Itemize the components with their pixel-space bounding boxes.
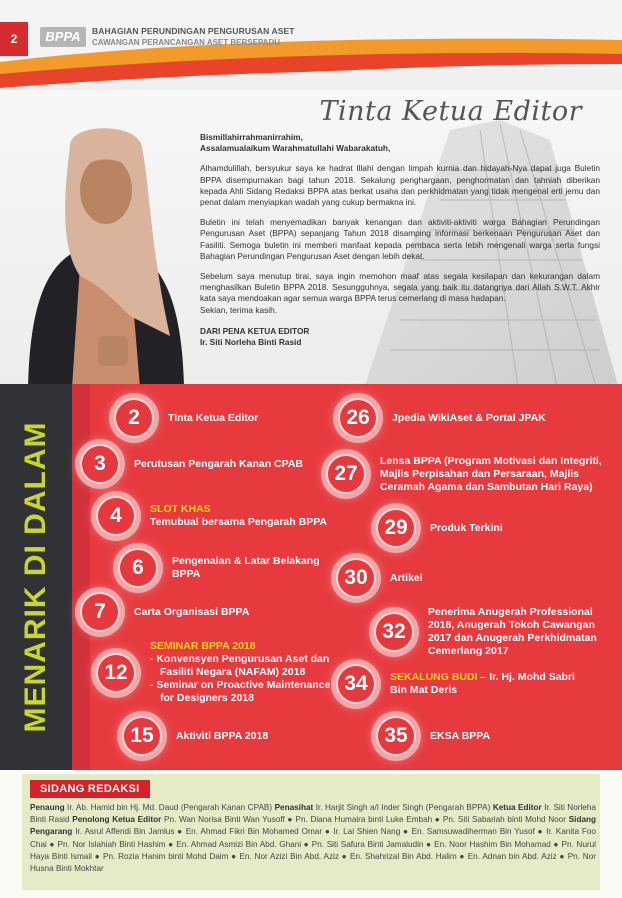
editorial-section xyxy=(0,90,622,390)
toc-item[interactable] xyxy=(376,508,503,548)
branch-name: CAWANGAN PERANCANGAN ASET BERSEPADU xyxy=(92,38,281,47)
toc-item[interactable] xyxy=(80,592,249,632)
toc-title-line xyxy=(390,671,575,683)
toc-item[interactable] xyxy=(114,398,258,438)
page-badge: 7 xyxy=(80,592,120,632)
page-badge: 35 xyxy=(376,716,416,756)
page-badge: 26 xyxy=(338,398,378,438)
toc-item[interactable] xyxy=(326,454,610,494)
role-label: Sidang Pengarang xyxy=(30,815,596,837)
role-label: Penasihat xyxy=(274,803,314,812)
toc-subitem: - Konvensyen Pengurusan Aset dan Fasiliti Negara (NAFAM) 2018 xyxy=(150,653,330,678)
greeting-line-1: Bismillahirrahmanirrahim, xyxy=(200,132,303,142)
greeting-line-2: Assalamualaikum Warahmatullahi Wabarakatuh, xyxy=(200,143,391,154)
sidebar-stripe xyxy=(72,384,90,770)
contents-heading: MENARIK DI DALAM xyxy=(19,421,52,733)
toc-title: Lensa BPPA (Program Motivasi dan Integriti, Majlis Perpisahan dan Persaraan, Majlis Ceramah Agama dan Sambutan Hari Raya) xyxy=(380,454,602,493)
toc-subtitle: Bin Mat Deris xyxy=(390,684,458,696)
page-badge: 2 xyxy=(114,398,154,438)
page-badge: 3 xyxy=(80,444,120,484)
page-badge: 32 xyxy=(374,612,414,652)
editorial-title: Tinta Ketua Editor xyxy=(319,96,582,127)
page-badge: 27 xyxy=(326,454,366,494)
toc-item[interactable] xyxy=(96,496,327,536)
editorial-letter xyxy=(200,132,600,348)
toc-title: Jpedia WikiAset & Portal JPAK xyxy=(392,411,546,424)
letter-paragraph: Buletin ini telah menyemadikan banyak kenangan dan aktiviti-aktiviti warga Bahagian Perundingan Pengurusan Aset (BPPA) sepanjang Tahun 2018 disamping informasi berkenaan Pengurusan Aset dan Fasiliti. Semoga buletin ini memberi manfaat kepada pembaca serta lebih mengenali warga serta fungsi Bahagian Perundingan Pengurusan Aset dengan lebih dekat. xyxy=(200,217,600,261)
letter-closing: Sekian, terima kasih. xyxy=(200,304,278,315)
page-badge: 6 xyxy=(118,548,158,588)
toc-title: EKSA BPPA xyxy=(430,729,491,742)
page-badge: 15 xyxy=(122,716,162,756)
member-names: Ir. Siti Norleha Binti Rasid xyxy=(30,803,596,825)
member-names: Ir. Asrul Affendi Bin Jamlus ● En. Ahmad Fikri Bin Mohamed Omar ● Ir. Lai Shien Nang ● En. Samsuwadiherman Bin Yusof ● Ir. Kanita Foo Chai ● Pn. Nor Islahiah Binti Hashim ● En. Ahmad Asmizi Bin Abd. Ghani ● Pn. Siti Safura Binti Jamaludin ● En. Noor Hashim Bin Mohamad ● Pn. Nurul Haya Binti Ismail ● Pn. Rozia Hanim binti Mohd Daim ● En. Nor Azizi Bin Abd. Aziz ● En. Shahrizal Bin Abd. Halim ● En. Adnan bin Abd. Aziz ● Pn. Nor Husna Binti Mokhtar xyxy=(30,827,596,874)
page-badge: 4 xyxy=(96,496,136,536)
page-badge: 30 xyxy=(336,558,376,598)
toc-item[interactable] xyxy=(96,640,340,705)
board-members xyxy=(30,802,596,875)
role-label: Ketua Editor xyxy=(492,803,542,812)
toc-accent-label: SLOT KHAS xyxy=(150,503,211,515)
letter-paragraph: Sebelum saya menutup tirai, saya ingin memohon maaf atas segala kesilapan dan kekurangan dalam menghasilkan Buletin BPPA 2018. Sesungguhnya, segala yang baik itu datangnya dari Allah S.W.T. Akhir kata saya mendoakan agar semua warga BPPA terus cemerlang di masa hadapan. xyxy=(200,271,600,304)
toc-title: Carta Organisasi BPPA xyxy=(134,605,250,618)
toc-item[interactable] xyxy=(122,716,268,756)
bppa-logo: BPPA xyxy=(40,27,86,47)
toc-title: Tinta Ketua Editor xyxy=(168,411,259,424)
toc-item[interactable] xyxy=(374,606,603,658)
signature-name: Ir. Siti Norleha Binti Rasid xyxy=(200,337,302,348)
table-of-contents xyxy=(0,384,622,770)
toc-title xyxy=(150,640,340,705)
toc-subtitle: – Ir. Hj. Mohd Sabri xyxy=(477,671,575,683)
page-number: 2 xyxy=(0,22,28,56)
page-badge: 12 xyxy=(96,653,136,693)
member-names: Ir. Harjit Singh a/l Inder Singh (Pengarah BPPA) xyxy=(313,803,493,812)
signature-title: DARI PENA KETUA EDITOR xyxy=(200,325,310,336)
toc-title xyxy=(390,671,575,697)
toc-title xyxy=(150,503,327,529)
toc-subtitle: Temubual bersama Pengarah BPPA xyxy=(150,516,327,528)
editor-portrait xyxy=(20,126,190,388)
page-badge: 29 xyxy=(376,508,416,548)
toc-title: Pengenalan & Latar Belakang BPPA xyxy=(172,555,320,580)
letter-paragraph: Alhamdulillah, bersyukur saya ke hadrat Illahi dengan limpah kurnia dan hidayah-Nya dapat juga Buletin BPPA disempurnakan bagi tahun 2018. Sekalung penghargaan, penghormatan dan tahniah diberikan kepada Ahli Sidang Redaksi BPPA atas berkat usaha dan perkhidmatan yang tidak mengenal erti jemu dan penat dalam menyiapkan wadah yang cukup bermakna ini. xyxy=(200,163,600,208)
toc-title: Perutusan Pengarah Kanan CPAB xyxy=(134,457,304,470)
toc-title: Produk Terkini xyxy=(430,521,503,534)
toc-title: Penerima Anugerah Professional 2018, Anugerah Tokoh Cawangan 2017 dan Anugerah Perkhidmatan Cemerlang 2017 xyxy=(428,606,597,657)
role-label: Penolong Ketua Editor xyxy=(72,815,162,825)
toc-accent-label: SEMINAR BPPA 2018 xyxy=(150,640,256,652)
toc-subitem: - Seminar on Proactive Maintenance for Designers 2018 xyxy=(150,679,331,704)
editorial-board xyxy=(0,770,622,898)
member-names: Pn. Wan Norisa Binti Wan Yusoff ● Pn. Diana Humaira binti Luke Embah ● Pn. Siti Sabariah binti Mohd Noor xyxy=(161,815,569,825)
toc-item[interactable] xyxy=(338,398,546,438)
toc-item[interactable] xyxy=(118,548,322,588)
role-label: Penaung xyxy=(30,803,65,812)
toc-title: Aktiviti BPPA 2018 xyxy=(176,729,269,742)
toc-item[interactable] xyxy=(376,716,490,756)
toc-item[interactable] xyxy=(336,558,423,598)
toc-title: Artikel xyxy=(390,571,423,584)
page-badge: 34 xyxy=(336,664,376,704)
toc-item[interactable] xyxy=(80,444,303,484)
member-names: Ir. Ab. Hamid bin Hj. Md. Daud (Pengarah Kanan CPAB) xyxy=(64,803,275,812)
toc-accent-label: SEKALUNG BUDI xyxy=(390,671,478,683)
toc-item[interactable] xyxy=(336,664,575,704)
board-heading: SIDANG REDAKSI xyxy=(30,780,150,798)
department-name: BAHAGIAN PERUNDINGAN PENGURUSAN ASET xyxy=(92,26,295,36)
